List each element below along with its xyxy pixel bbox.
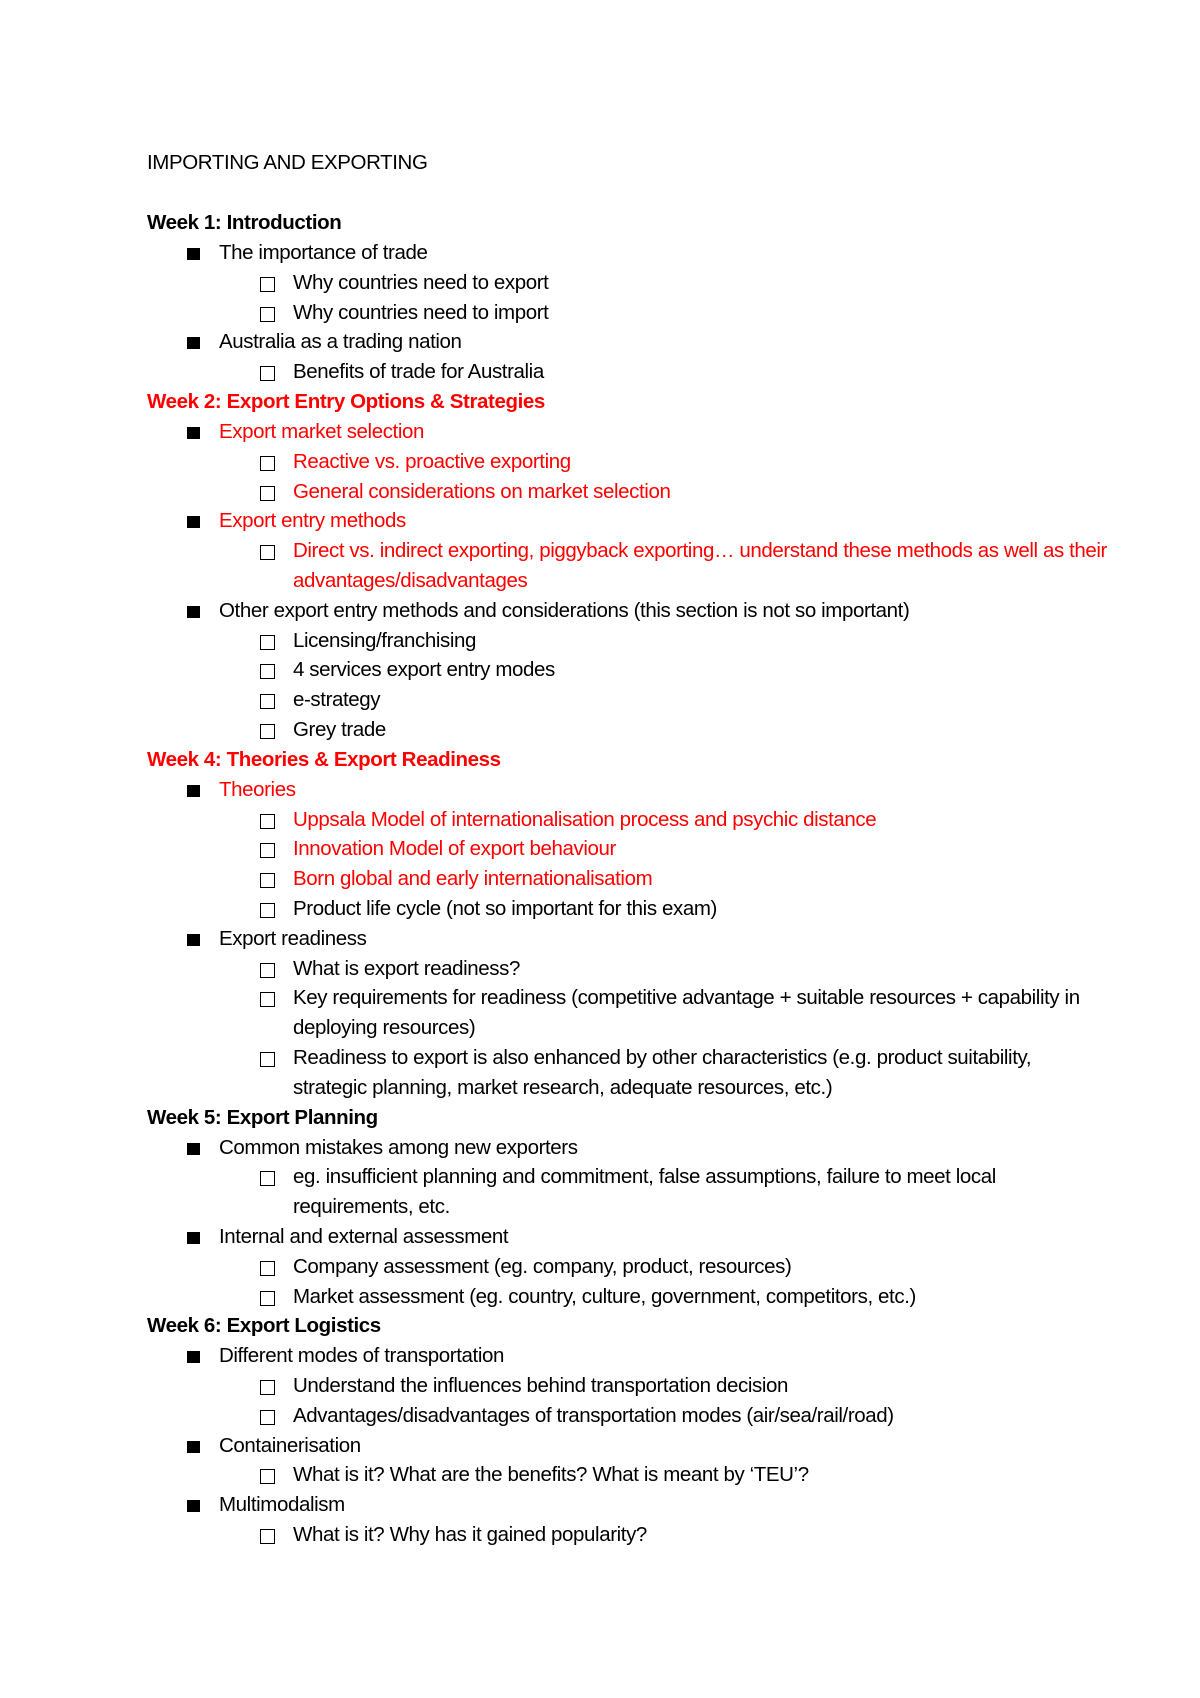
- subtopic-text: 4 services export entry modes: [293, 658, 555, 682]
- subtopic-text: What is export readiness?: [293, 956, 521, 980]
- subtopic-text: Born global and early internationalisatiom: [293, 867, 653, 891]
- subtopic-item: [147, 1162, 1107, 1222]
- subtopic-item: [147, 1252, 1107, 1282]
- topic-item: [147, 775, 1107, 805]
- filled-square-bullet-icon: [187, 1232, 200, 1244]
- subtopic-item: [147, 1371, 1107, 1401]
- subtopic-text: Why countries need to import: [293, 300, 549, 324]
- week-heading: Week 4: Theories & Export Readiness: [147, 747, 501, 771]
- topic-item: [147, 924, 1107, 954]
- topic-text: Containerisation: [219, 1433, 361, 1457]
- empty-checkbox-icon: [260, 1410, 275, 1425]
- subtopic-item: [147, 685, 1107, 715]
- subtopic-text: Why countries need to export: [293, 270, 549, 294]
- topic-text: Theories: [219, 777, 296, 801]
- subtopic-text: Readiness to export is also enhanced by other characteristics (e.g. product suitability, strategic planning, market research, adequate resources, etc.): [293, 1045, 1032, 1099]
- empty-checkbox-icon: [260, 307, 275, 322]
- week-heading: Week 5: Export Planning: [147, 1105, 378, 1129]
- subtopic-text: Innovation Model of export behaviour: [293, 837, 616, 861]
- filled-square-bullet-icon: [187, 1351, 200, 1363]
- filled-square-bullet-icon: [187, 248, 200, 260]
- empty-checkbox-icon: [260, 814, 275, 829]
- empty-checkbox-icon: [260, 992, 275, 1007]
- topic-item: [147, 1222, 1107, 1252]
- topic-item: [147, 506, 1107, 536]
- filled-square-bullet-icon: [187, 337, 200, 349]
- subtopic-item: [147, 983, 1107, 1043]
- topic-item: [147, 1133, 1107, 1163]
- topic-item: [147, 1431, 1107, 1461]
- topic-text: Common mistakes among new exporters: [219, 1135, 578, 1159]
- topic-item: [147, 596, 1107, 626]
- topic-text: Export entry methods: [219, 509, 406, 533]
- subtopic-text: Direct vs. indirect exporting, piggyback exporting… understand these methods as well as their advantages/disadvantages: [293, 539, 1107, 592]
- subtopic-item: [147, 655, 1107, 685]
- subtopic-item: [147, 894, 1107, 924]
- subtopic-item: [147, 268, 1107, 298]
- subtopic-text: Key requirements for readiness (competitive advantage + suitable resources + capability in deploying resources): [293, 986, 1080, 1040]
- document-body: [147, 148, 1107, 1550]
- week-heading: Week 1: Introduction: [147, 211, 342, 234]
- empty-checkbox-icon: [260, 1052, 275, 1067]
- empty-checkbox-icon: [260, 1261, 275, 1276]
- week-heading: Week 6: Export Logistics: [147, 1314, 381, 1338]
- topic-text: Export market selection: [219, 419, 424, 443]
- empty-checkbox-icon: [260, 1380, 275, 1395]
- subtopic-text: General considerations on market selection: [293, 479, 671, 503]
- filled-square-bullet-icon: [187, 934, 200, 946]
- empty-checkbox-icon: [260, 277, 275, 292]
- subtopic-text: Grey trade: [293, 717, 386, 741]
- subtopic-item: [147, 536, 1107, 596]
- subtopic-text: Licensing/franchising: [293, 628, 477, 652]
- subtopic-text: e-strategy: [293, 688, 381, 712]
- subtopic-text: What is it? Why has it gained popularity?: [293, 1523, 647, 1547]
- empty-checkbox-icon: [260, 456, 275, 471]
- topic-text: Different modes of transportation: [219, 1344, 504, 1368]
- empty-checkbox-icon: [260, 903, 275, 918]
- topic-text: Internal and external assessment: [219, 1224, 509, 1248]
- topic-text: Other export entry methods and considerations (this section is not so important): [219, 598, 910, 622]
- empty-checkbox-icon: [260, 664, 275, 679]
- subtopic-text: Advantages/disadvantages of transportation modes (air/sea/rail/road): [293, 1403, 894, 1427]
- filled-square-bullet-icon: [187, 606, 200, 618]
- filled-square-bullet-icon: [187, 427, 200, 439]
- course-outline: [147, 208, 1107, 1550]
- subtopic-text: Reactive vs. proactive exporting: [293, 449, 571, 473]
- empty-checkbox-icon: [260, 724, 275, 739]
- empty-checkbox-icon: [260, 1291, 275, 1306]
- topic-text: The importance of trade: [219, 241, 428, 264]
- empty-checkbox-icon: [260, 486, 275, 501]
- filled-square-bullet-icon: [187, 1500, 200, 1512]
- subtopic-item: [147, 864, 1107, 894]
- empty-checkbox-icon: [260, 1171, 275, 1186]
- subtopic-item: [147, 626, 1107, 656]
- topic-item: [147, 327, 1107, 357]
- subtopic-text: eg. insufficient planning and commitment, false assumptions, failure to meet local requirements, etc.: [293, 1165, 996, 1219]
- topic-text: Multimodalism: [219, 1493, 345, 1517]
- subtopic-item: [147, 1520, 1107, 1550]
- document-title: IMPORTING AND EXPORTING: [147, 151, 428, 174]
- empty-checkbox-icon: [260, 366, 275, 381]
- subtopic-item: [147, 298, 1107, 328]
- subtopic-text: Market assessment (eg. country, culture, government, competitors, etc.): [293, 1284, 916, 1308]
- subtopic-text: Uppsala Model of internationalisation process and psychic distance: [293, 807, 877, 831]
- topic-text: Export readiness: [219, 926, 367, 950]
- subtopic-item: [147, 715, 1107, 745]
- topic-text: Australia as a trading nation: [219, 330, 462, 354]
- topic-item: [147, 238, 1107, 268]
- topic-item: [147, 1490, 1107, 1520]
- subtopic-item: [147, 357, 1107, 387]
- subtopic-item: [147, 805, 1107, 835]
- empty-checkbox-icon: [260, 1469, 275, 1484]
- empty-checkbox-icon: [260, 635, 275, 650]
- empty-checkbox-icon: [260, 1529, 275, 1544]
- subtopic-item: [147, 834, 1107, 864]
- subtopic-item: [147, 1043, 1107, 1103]
- empty-checkbox-icon: [260, 843, 275, 858]
- subtopic-text: Company assessment (eg. company, product, resources): [293, 1254, 792, 1278]
- week-heading: Week 2: Export Entry Options & Strategies: [147, 389, 545, 413]
- filled-square-bullet-icon: [187, 785, 200, 797]
- empty-checkbox-icon: [260, 963, 275, 978]
- subtopic-text: Benefits of trade for Australia: [293, 360, 544, 384]
- subtopic-item: [147, 477, 1107, 507]
- subtopic-item: [147, 1460, 1107, 1490]
- empty-checkbox-icon: [260, 545, 275, 560]
- filled-square-bullet-icon: [187, 1143, 200, 1155]
- subtopic-item: [147, 1282, 1107, 1312]
- empty-checkbox-icon: [260, 694, 275, 709]
- filled-square-bullet-icon: [187, 1441, 200, 1453]
- subtopic-item: [147, 1401, 1107, 1431]
- subtopic-text: Product life cycle (not so important for this exam): [293, 896, 717, 920]
- subtopic-item: [147, 447, 1107, 477]
- topic-item: [147, 1341, 1107, 1371]
- subtopic-text: What is it? What are the benefits? What is meant by ‘TEU’?: [293, 1463, 809, 1487]
- filled-square-bullet-icon: [187, 516, 200, 528]
- subtopic-text: Understand the influences behind transportation decision: [293, 1374, 788, 1398]
- topic-item: [147, 417, 1107, 447]
- empty-checkbox-icon: [260, 873, 275, 888]
- subtopic-item: [147, 954, 1107, 984]
